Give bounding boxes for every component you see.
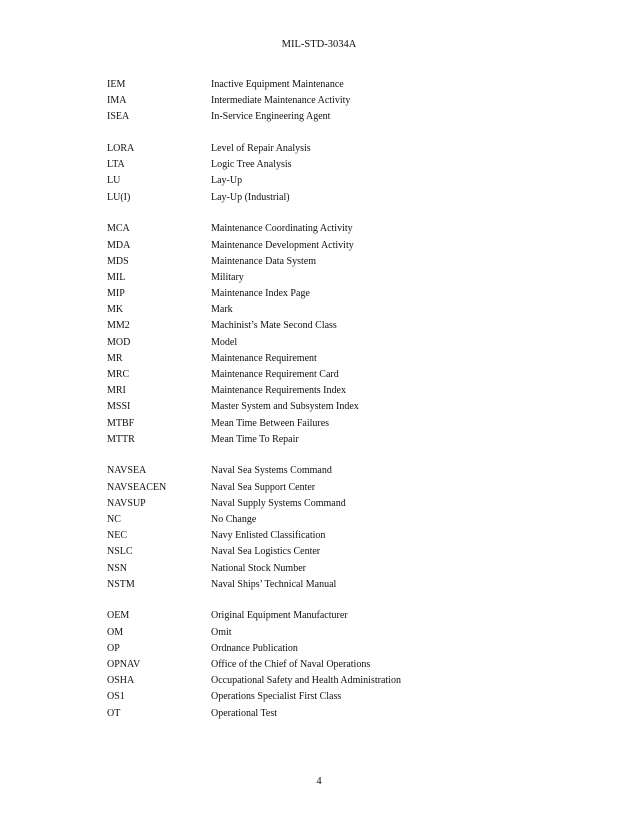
definition: Naval Sea Support Center xyxy=(211,481,316,493)
list-item xyxy=(107,528,567,544)
list-item xyxy=(107,335,567,351)
list-item xyxy=(107,512,567,528)
abbreviation: MR xyxy=(107,352,123,364)
list-item xyxy=(107,286,567,302)
abbreviation: NSTM xyxy=(107,578,135,590)
definition: Original Equipment Manufacturer xyxy=(211,610,348,622)
abbreviation-group xyxy=(107,608,567,721)
list-item xyxy=(107,480,567,496)
list-item xyxy=(107,221,567,237)
definition: Naval Ships’ Technical Manual xyxy=(211,578,337,590)
list-item xyxy=(107,544,567,560)
abbreviation: ISEA xyxy=(107,111,130,123)
abbreviation-group xyxy=(107,141,567,206)
group-spacer xyxy=(107,126,567,142)
list-item xyxy=(107,190,567,206)
list-item xyxy=(107,157,567,173)
definition: Level of Repair Analysis xyxy=(211,143,311,155)
abbreviation-group xyxy=(107,463,567,593)
list-item xyxy=(107,657,567,673)
list-item xyxy=(107,141,567,157)
definition: Office of the Chief of Naval Operations xyxy=(211,659,371,670)
definition: Maintenance Requirement xyxy=(211,352,317,364)
abbreviation: MIP xyxy=(107,288,125,300)
definition: Military xyxy=(211,271,244,283)
abbreviation-group xyxy=(107,221,567,448)
abbreviation: MRI xyxy=(107,385,126,397)
list-item xyxy=(107,173,567,189)
list-item xyxy=(107,109,567,125)
abbreviation: MSSI xyxy=(107,401,131,413)
definition: National Stock Number xyxy=(211,562,306,574)
definition: Logic Tree Analysis xyxy=(211,159,292,171)
definition: Maintenance Development Activity xyxy=(211,239,354,251)
list-item xyxy=(107,463,567,479)
abbreviation: OSHA xyxy=(107,675,135,687)
definition: Maintenance Index Page xyxy=(211,288,310,300)
abbreviation: LU xyxy=(107,175,121,187)
definition: Maintenance Coordinating Activity xyxy=(211,223,353,235)
abbreviation: NC xyxy=(107,514,121,525)
list-item xyxy=(107,577,567,593)
definition: Lay-Up xyxy=(211,175,243,187)
definition: Naval Sea Logistics Center xyxy=(211,546,321,558)
group-spacer xyxy=(107,448,567,464)
list-item xyxy=(107,254,567,270)
definition: Inactive Equipment Maintenance xyxy=(211,79,344,90)
abbreviation: MDA xyxy=(107,239,131,251)
abbreviation: NEC xyxy=(107,530,127,542)
group-spacer xyxy=(107,593,567,609)
definition: Machinist’s Mate Second Class xyxy=(211,320,337,332)
definition: Model xyxy=(211,336,238,348)
abbreviation: NAVSEACEN xyxy=(107,481,167,493)
abbreviation: NAVSUP xyxy=(107,497,146,509)
abbreviation: MTBF xyxy=(107,417,135,429)
abbreviation: MTTR xyxy=(107,433,135,445)
list-item xyxy=(107,625,567,641)
list-item xyxy=(107,673,567,689)
abbreviation: OS1 xyxy=(107,691,125,703)
list-item xyxy=(107,302,567,318)
definition: Omit xyxy=(211,626,232,638)
definition: Ordnance Publication xyxy=(211,642,298,654)
list-item xyxy=(107,77,567,93)
abbreviation: IMA xyxy=(107,95,127,107)
page-number: 4 xyxy=(316,776,322,787)
list-item xyxy=(107,706,567,722)
list-item xyxy=(107,689,567,705)
abbreviation: NAVSEA xyxy=(107,465,147,477)
definition: Mean Time To Repair xyxy=(211,433,299,445)
definition: Naval Supply Systems Command xyxy=(211,497,346,509)
abbreviation: NSLC xyxy=(107,546,133,558)
abbreviation: LORA xyxy=(107,143,135,155)
list-item xyxy=(107,496,567,512)
abbreviation: NSN xyxy=(107,562,128,574)
abbreviation: MIL xyxy=(107,271,126,283)
page-header: MIL-STD-3034A xyxy=(281,39,357,50)
abbreviation: LTA xyxy=(107,159,125,171)
list-item xyxy=(107,270,567,286)
abbreviation: MDS xyxy=(107,255,129,267)
definition: Intermediate Maintenance Activity xyxy=(211,95,351,107)
abbreviation: LU(I) xyxy=(107,191,131,203)
definition: Operational Test xyxy=(211,707,278,719)
definition: Mean Time Between Failures xyxy=(211,417,330,429)
abbreviation: OP xyxy=(107,642,120,654)
list-item xyxy=(107,608,567,624)
definition: Occupational Safety and Health Administration xyxy=(211,675,401,687)
definition: Maintenance Requirement Card xyxy=(211,369,339,380)
abbreviation: OT xyxy=(107,707,121,719)
definition: Maintenance Data System xyxy=(211,255,316,267)
abbreviation: MM2 xyxy=(107,320,130,332)
abbreviation: MK xyxy=(107,304,124,316)
definition: No Change xyxy=(211,514,257,525)
list-item xyxy=(107,351,567,367)
list-item xyxy=(107,399,567,415)
group-spacer xyxy=(107,206,567,222)
definition: Lay-Up (Industrial) xyxy=(211,191,290,203)
definition: Maintenance Requirements Index xyxy=(211,385,346,397)
definition: Navy Enlisted Classification xyxy=(211,530,326,542)
list-item xyxy=(107,416,567,432)
abbreviation-group xyxy=(107,77,567,126)
abbreviation: MOD xyxy=(107,336,131,348)
list-item xyxy=(107,93,567,109)
definition: Naval Sea Systems Command xyxy=(211,465,332,477)
list-item xyxy=(107,367,567,383)
abbreviation: IEM xyxy=(107,79,126,90)
definition: Operations Specialist First Class xyxy=(211,691,342,703)
abbreviation: OEM xyxy=(107,610,130,622)
abbreviation: OM xyxy=(107,626,124,638)
abbreviation-list xyxy=(107,77,567,722)
list-item xyxy=(107,561,567,577)
abbreviation: MRC xyxy=(107,369,130,380)
list-item xyxy=(107,318,567,334)
abbreviation: MCA xyxy=(107,223,130,235)
definition: In-Service Engineering Agent xyxy=(211,111,331,123)
definition: Mark xyxy=(211,304,233,316)
list-item xyxy=(107,383,567,399)
abbreviation: OPNAV xyxy=(107,659,141,670)
definition: Master System and Subsystem Index xyxy=(211,401,359,413)
list-item xyxy=(107,641,567,657)
list-item xyxy=(107,238,567,254)
list-item xyxy=(107,432,567,448)
